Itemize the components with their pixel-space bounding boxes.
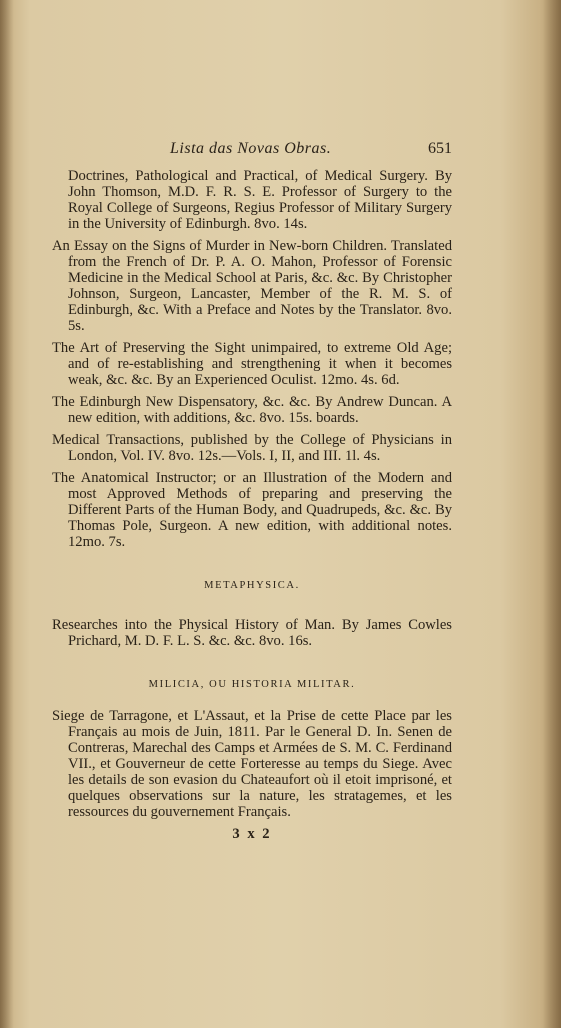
book-entry: The Anatomical Instructor; or an Illustration of the Modern and most Approved Methods of preparing and preserving the Different Parts of the Human Body, and Quadrupeds, &c. &c. By Thomas Pole, Surgeon. A new edition, with additional notes. 12mo. 7s. [52, 470, 452, 550]
book-entry: An Essay on the Signs of Murder in New-born Children. Translated from the French of Dr. P. A. O. Mahon, Professor of Forensic Medicine in the Medical School at Paris, &c. &c. By Christopher Johnson, Surgeon, Lancaster, Member of the R. M. S. of Edinburgh, &c. With a Preface and Notes by the Translator. 8vo. 5s. [52, 238, 452, 334]
book-entry: Siege de Tarragone, et L'Assaut, et la Prise de cette Place par les Français au mois de Juin, 1811. Par le General D. In. Senen de Contreras, Marechal des Camps et Armées de S. M. C. Ferdinand VII., et Gouverneur de cette Forteresse au temps du Siege. Avec les details de son evasion du Chateaufort où il etoit imprisoné, et quelques observations sur la nature, les stratagemes, et les ressources du gouvernement Français. [52, 708, 452, 820]
section-heading-militia: MILICIA, OU HISTORIA MILITAR. [148, 679, 356, 690]
page-content [52, 140, 452, 843]
section-heading-metaphysica: METAPHYSICA. [204, 580, 300, 591]
page-edge-shadow [543, 0, 561, 1028]
page-number: 651 [428, 140, 452, 157]
book-entry: The Art of Preserving the Sight unimpaired, to extreme Old Age; and of re-establishing and strengthening it when it becomes weak, &c. &c. By an Experienced Oculist. 12mo. 4s. 6d. [52, 340, 452, 388]
page-header [52, 140, 452, 168]
running-title: Lista das Novas Obras. [170, 140, 332, 157]
gutter-shadow [0, 0, 14, 1028]
book-entry: Researches into the Physical History of Man. By James Cowles Prichard, M. D. F. L. S. &c. &c. 8vo. 16s. [52, 617, 452, 649]
book-entry: Medical Transactions, published by the College of Physicians in London, Vol. IV. 8vo. 12s.—Vols. I, II, and III. 1l. 4s. [52, 432, 452, 464]
book-entry: Doctrines, Pathological and Practical, of Medical Surgery. By John Thomson, M.D. F. R. S. E. Professor of Surgery to the Royal College of Surgeons, Regius Professor of Military Surgery in the University of Edinburgh. 8vo. 14s. [68, 168, 452, 232]
printer-signature: 3 x 2 [232, 826, 272, 842]
book-entry: The Edinburgh New Dispensatory, &c. &c. By Andrew Duncan. A new edition, with additions, &c. 8vo. 15s. boards. [52, 394, 452, 426]
